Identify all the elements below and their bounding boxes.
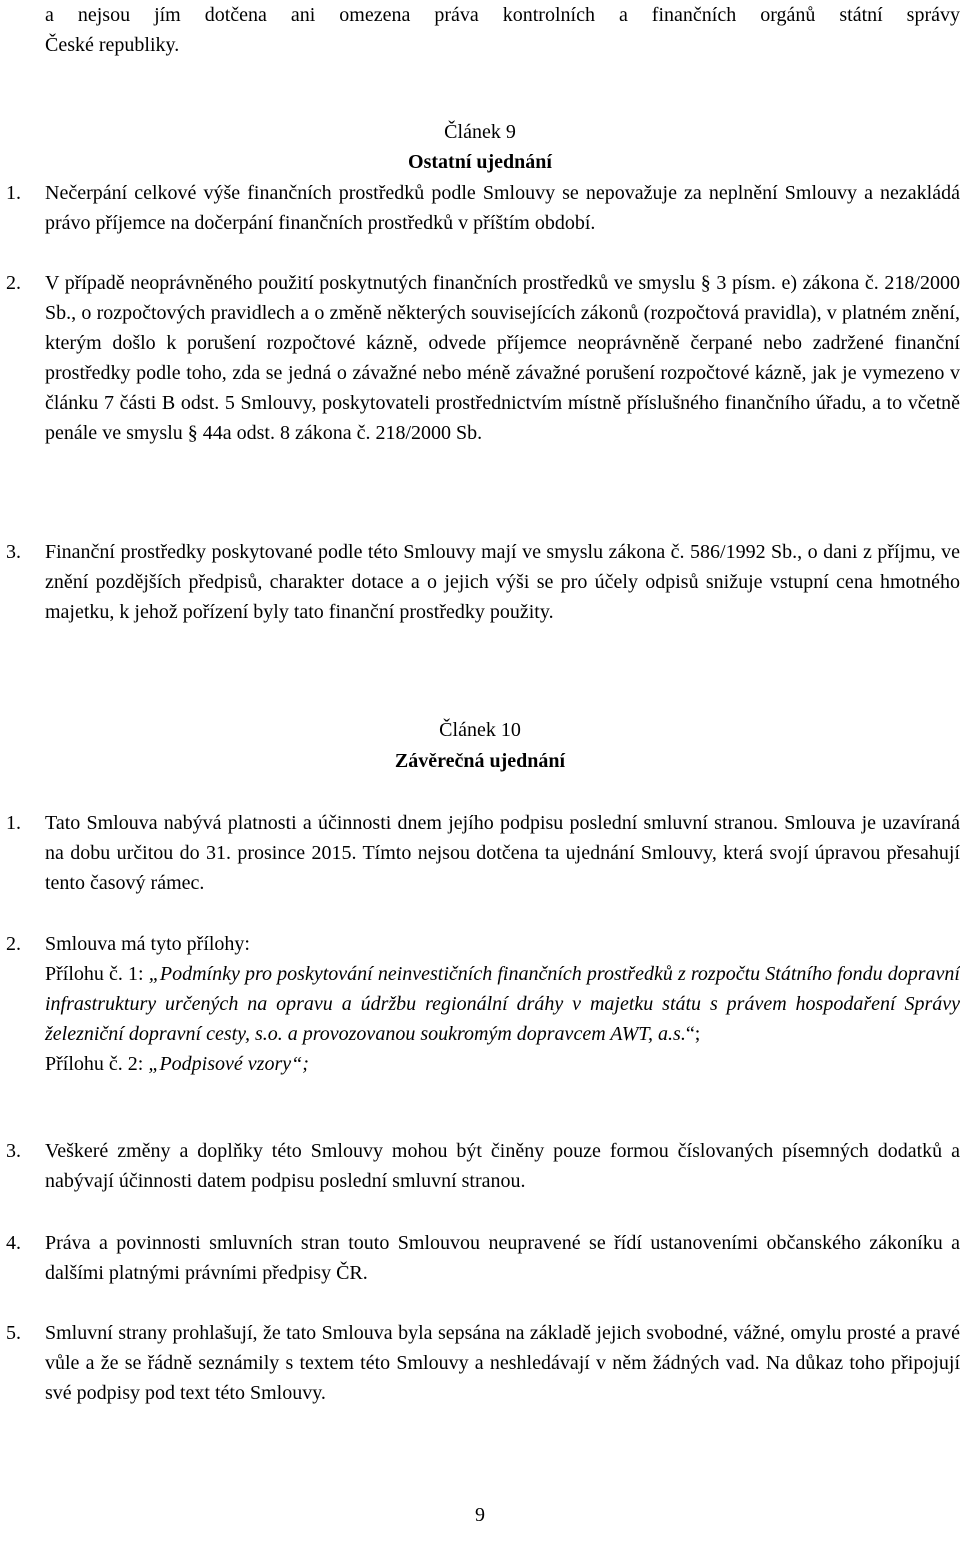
a10-item-3-text: Veškeré změny a doplňky této Smlouvy mohou být činěny pouze formou číslovaných písemných dodatků a nabývají účinnosti datem podpisu poslední smluvní stranou.	[45, 1140, 960, 1192]
a9-item-3-number: 3.	[6, 541, 21, 563]
attachment-2-label: Přílohu č. 2:	[45, 1053, 149, 1075]
a9-item-2-number: 2.	[6, 272, 21, 294]
intro-line-1: a nejsou jím dotčena ani omezena práva kontrolních a finančních orgánů státní správy	[45, 4, 960, 26]
article-9-heading: Článek 9	[444, 121, 516, 143]
attachment-1	[45, 959, 960, 1049]
article-10-heading: Článek 10	[439, 719, 521, 741]
attachment-1-suffix: “;	[685, 1023, 701, 1045]
attachments-intro: Smlouva má tyto přílohy:	[45, 933, 250, 955]
article-9-title: Ostatní ujednání	[408, 151, 552, 173]
a9-item-1-number: 1.	[6, 182, 21, 204]
a10-item-1-number: 1.	[6, 812, 21, 834]
a10-item-5-number: 5.	[6, 1322, 21, 1344]
a9-item-1-text: Nečerpání celkové výše finančních prostředků podle Smlouvy se nepovažuje za neplnění Smlouvy a nezakládá právo příjemce na dočerpání finančních prostředků v příštím období.	[45, 182, 960, 234]
attachment-1-title: „Podmínky pro poskytování neinvestičních finančních prostředků z rozpočtu Státního fondu dopravní infrastruktury určených na opravu a údržbu regionální dráhy v majetku státu s právem hospodaření Správy železniční dopravní cesty, s.o. a provozovanou soukromým dopravcem AWT, a.s.	[45, 963, 960, 1045]
a10-item-4-number: 4.	[6, 1232, 21, 1254]
a10-item-5-text: Smluvní strany prohlašují, že tato Smlouva byla sepsána na základě jejich svobodné, vážné, omylu prosté a pravé vůle a že se řádně seznámily s textem této Smlouvy a neshledávají v něm žádných vad. Na důkaz toho připojují své podpisy pod text této Smlouvy.	[45, 1322, 960, 1404]
a10-item-1-text: Tato Smlouva nabývá platnosti a účinnosti dnem jejího podpisu poslední smluvní stranou. Smlouva je uzavíraná na dobu určitou do 31. prosince 2015. Tímto nejsou dotčena ta ujednání Smlouvy, která svojí úpravou přesahují tento časový rámec.	[45, 812, 960, 894]
intro-line-2: České republiky.	[45, 34, 180, 56]
a10-item-3-number: 3.	[6, 1140, 21, 1162]
a9-item-3-text: Finanční prostředky poskytované podle této Smlouvy mají ve smyslu zákona č. 586/1992 Sb., o dani z příjmu, ve znění pozdějších předpisů, charakter dotace a o jejich výši se pro účely odpisů snižuje vstupní cena hmotného majetku, k jehož pořízení byly tato finanční prostředky použity.	[45, 541, 960, 623]
attachment-1-label: Přílohu č. 1:	[45, 963, 149, 985]
attachment-2	[45, 1049, 960, 1079]
page-number: 9	[475, 1504, 485, 1526]
article-10-title: Závěrečná ujednání	[394, 750, 566, 772]
intro-paragraph	[45, 0, 960, 60]
a9-item-2-text: V případě neoprávněného použití poskytnutých finančních prostředků ve smyslu § 3 písm. e) zákona č. 218/2000 Sb., o rozpočtových pravidlech a o změně některých souvisejících zákonů (rozpočtová pravidla), v platném znění, kterým došlo k porušení rozpočtové kázně, odvede příjemce neoprávněně čerpané nebo zadržené finanční prostředky podle toho, zda se jedná o závažné nebo méně závažné porušení rozpočtové kázně, jak je vymezeno v článku 7 části B odst. 5 Smlouvy, poskytovateli prostřednictvím místně příslušného finančního úřadu, a to včetně penále ve smyslu § 44a odst. 8 zákona č. 218/2000 Sb.	[45, 272, 960, 444]
attachment-2-title: „Podpisové vzory“;	[148, 1053, 309, 1075]
a10-item-2	[45, 929, 960, 1079]
a10-item-4-text: Práva a povinnosti smluvních stran touto Smlouvou neupravené se řídí ustanoveními občanského zákoníku a dalšími platnými právními předpisy ČR.	[45, 1232, 960, 1284]
a10-item-2-number: 2.	[6, 933, 21, 955]
